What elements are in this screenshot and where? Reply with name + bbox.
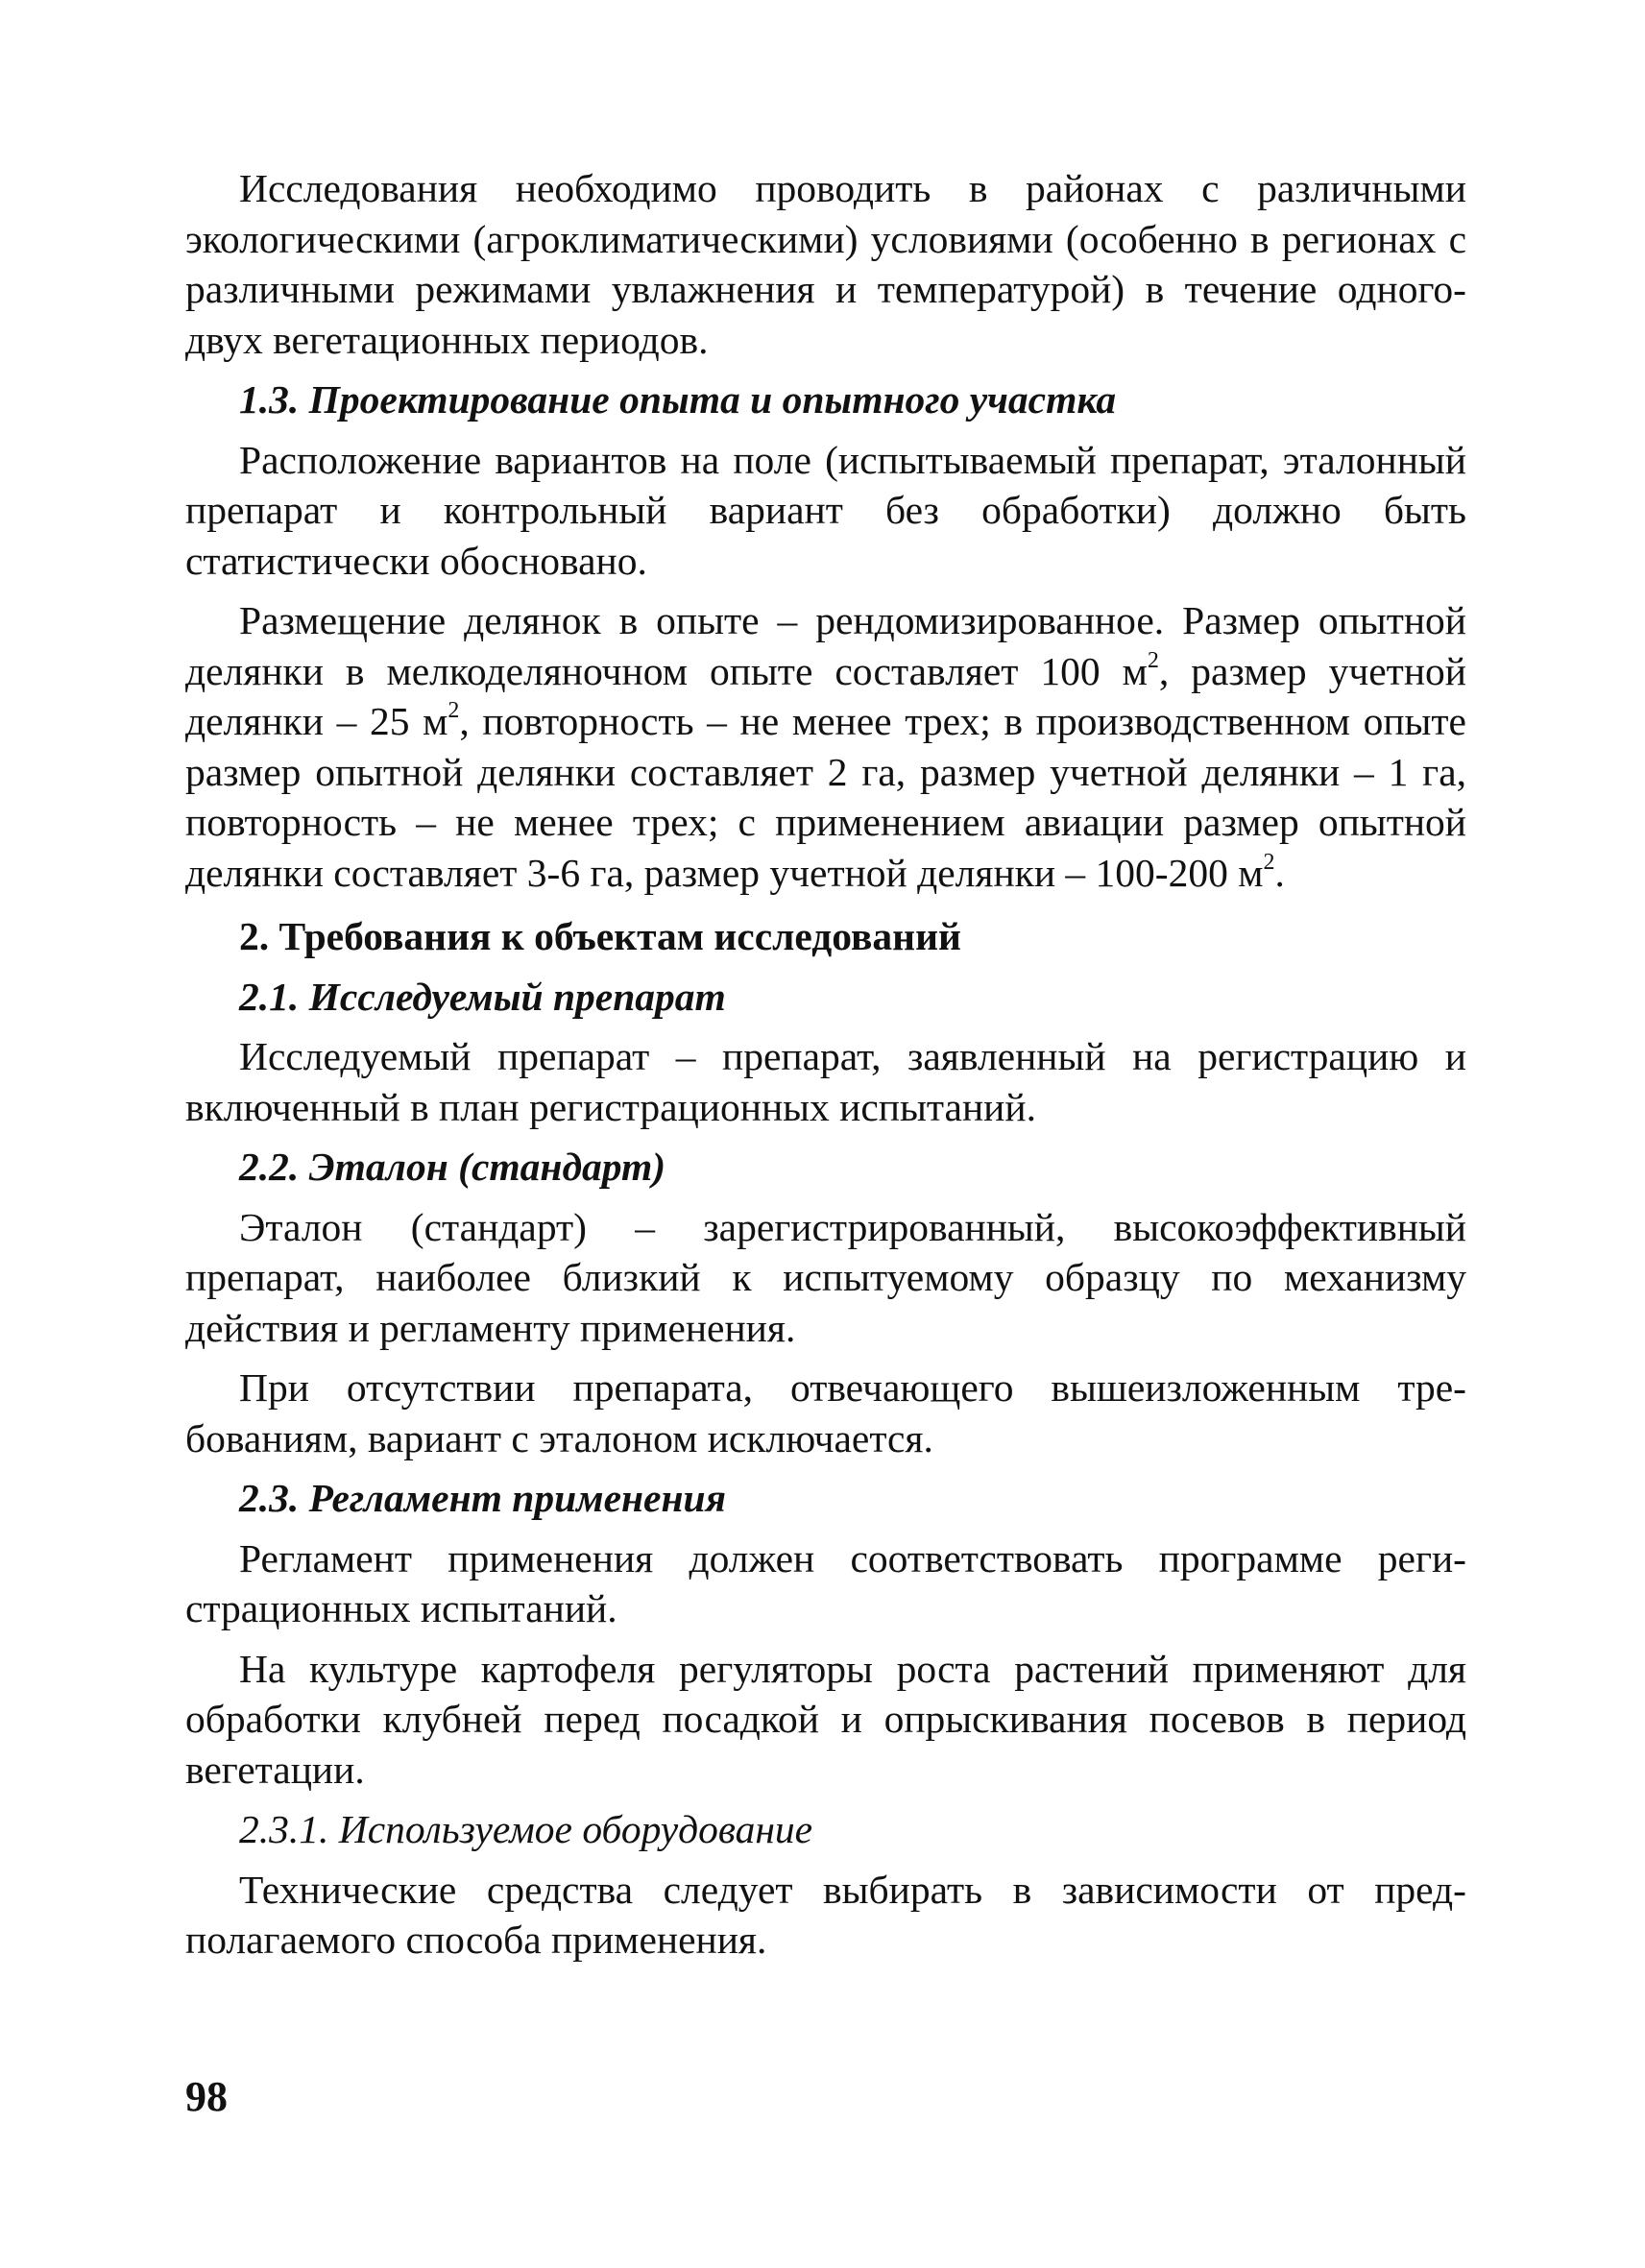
paragraph-research-regions: Исследования необходимо проводить в районах с различными экологическими (агроклиматическими) условиями (особенно в регионах с различными режимами увлажнения и температурой) в течение одного-двух вегетационных периодов.	[185, 166, 1466, 362]
paragraph-test-product: Исследуемый препарат – препарат, заявленный на регистрацию и включенный в план регистрационных испытаний.	[185, 1034, 1466, 1129]
heading-1-3: 1.3. Проектирование опыта и опытного участка	[239, 377, 1117, 422]
heading-2-3: 2.3. Регламент применения	[239, 1476, 726, 1520]
paragraph-equipment: Технические средства следует выбирать в зависимости от предполагаемого способа применения.	[185, 1867, 1466, 1962]
plot-placement-text-d: .	[1274, 850, 1285, 895]
heading-2-2: 2.2. Эталон (стандарт)	[239, 1145, 666, 1189]
paragraph-standard: Эталон (стандарт) – зарегистрированный, высокоэффективный препарат, наиболее близкий к испытуемому образцу по механизму действия и регламенту применения.	[185, 1204, 1466, 1350]
heading-2: 2. Требования к объектам исследований	[239, 914, 961, 958]
superscript-2: 2	[1263, 849, 1275, 875]
page-body	[185, 163, 1466, 1966]
superscript-2: 2	[1147, 647, 1159, 673]
paragraph-variant-layout: Расположение вариантов на поле (испытываемый препарат, эталонный препарат и контрольный вариант без обработки) должно быть статистически обосновано.	[185, 437, 1466, 583]
paragraph-application-rules: Регламент применения должен соответствовать программе регистрационных испытаний.	[185, 1535, 1466, 1630]
paragraph-potato-application: На культуре картофеля регуляторы роста растений применяют для обработки клубней перед посадкой и опрыскивания посевов в период вегетации.	[185, 1646, 1466, 1792]
heading-2-1: 2.1. Исследуемый препарат	[239, 974, 726, 1019]
paragraph-plot-placement	[185, 595, 1466, 898]
paragraph-standard-exclusion: При отсутствии препарата, отвечающего вышеизложенным требованиям, вариант с эталоном исключается.	[185, 1365, 1466, 1460]
plot-placement-text-a: Размещение делянок в опыте – рендомизированное. Размер опытной делянки в мелкоделяночном опыте составляет 100 м	[185, 598, 1466, 693]
superscript-2: 2	[448, 698, 460, 723]
page-number: 98	[185, 2073, 228, 2120]
plot-placement-text-b: , размер учетной делянки – 25 м	[185, 648, 1466, 743]
plot-placement-text-c: , повторность – не менее трех; в производственном опыте размер опытной делянки составляет 2 га, размер учетной делянки – 1 га, повторность – не менее трех; с применением авиации размер опытной делянки составляет 3-6 га, размер учетной делянки – 100-200 м	[185, 699, 1466, 895]
heading-2-3-1: 2.3.1. Используемое оборудование	[239, 1807, 813, 1851]
